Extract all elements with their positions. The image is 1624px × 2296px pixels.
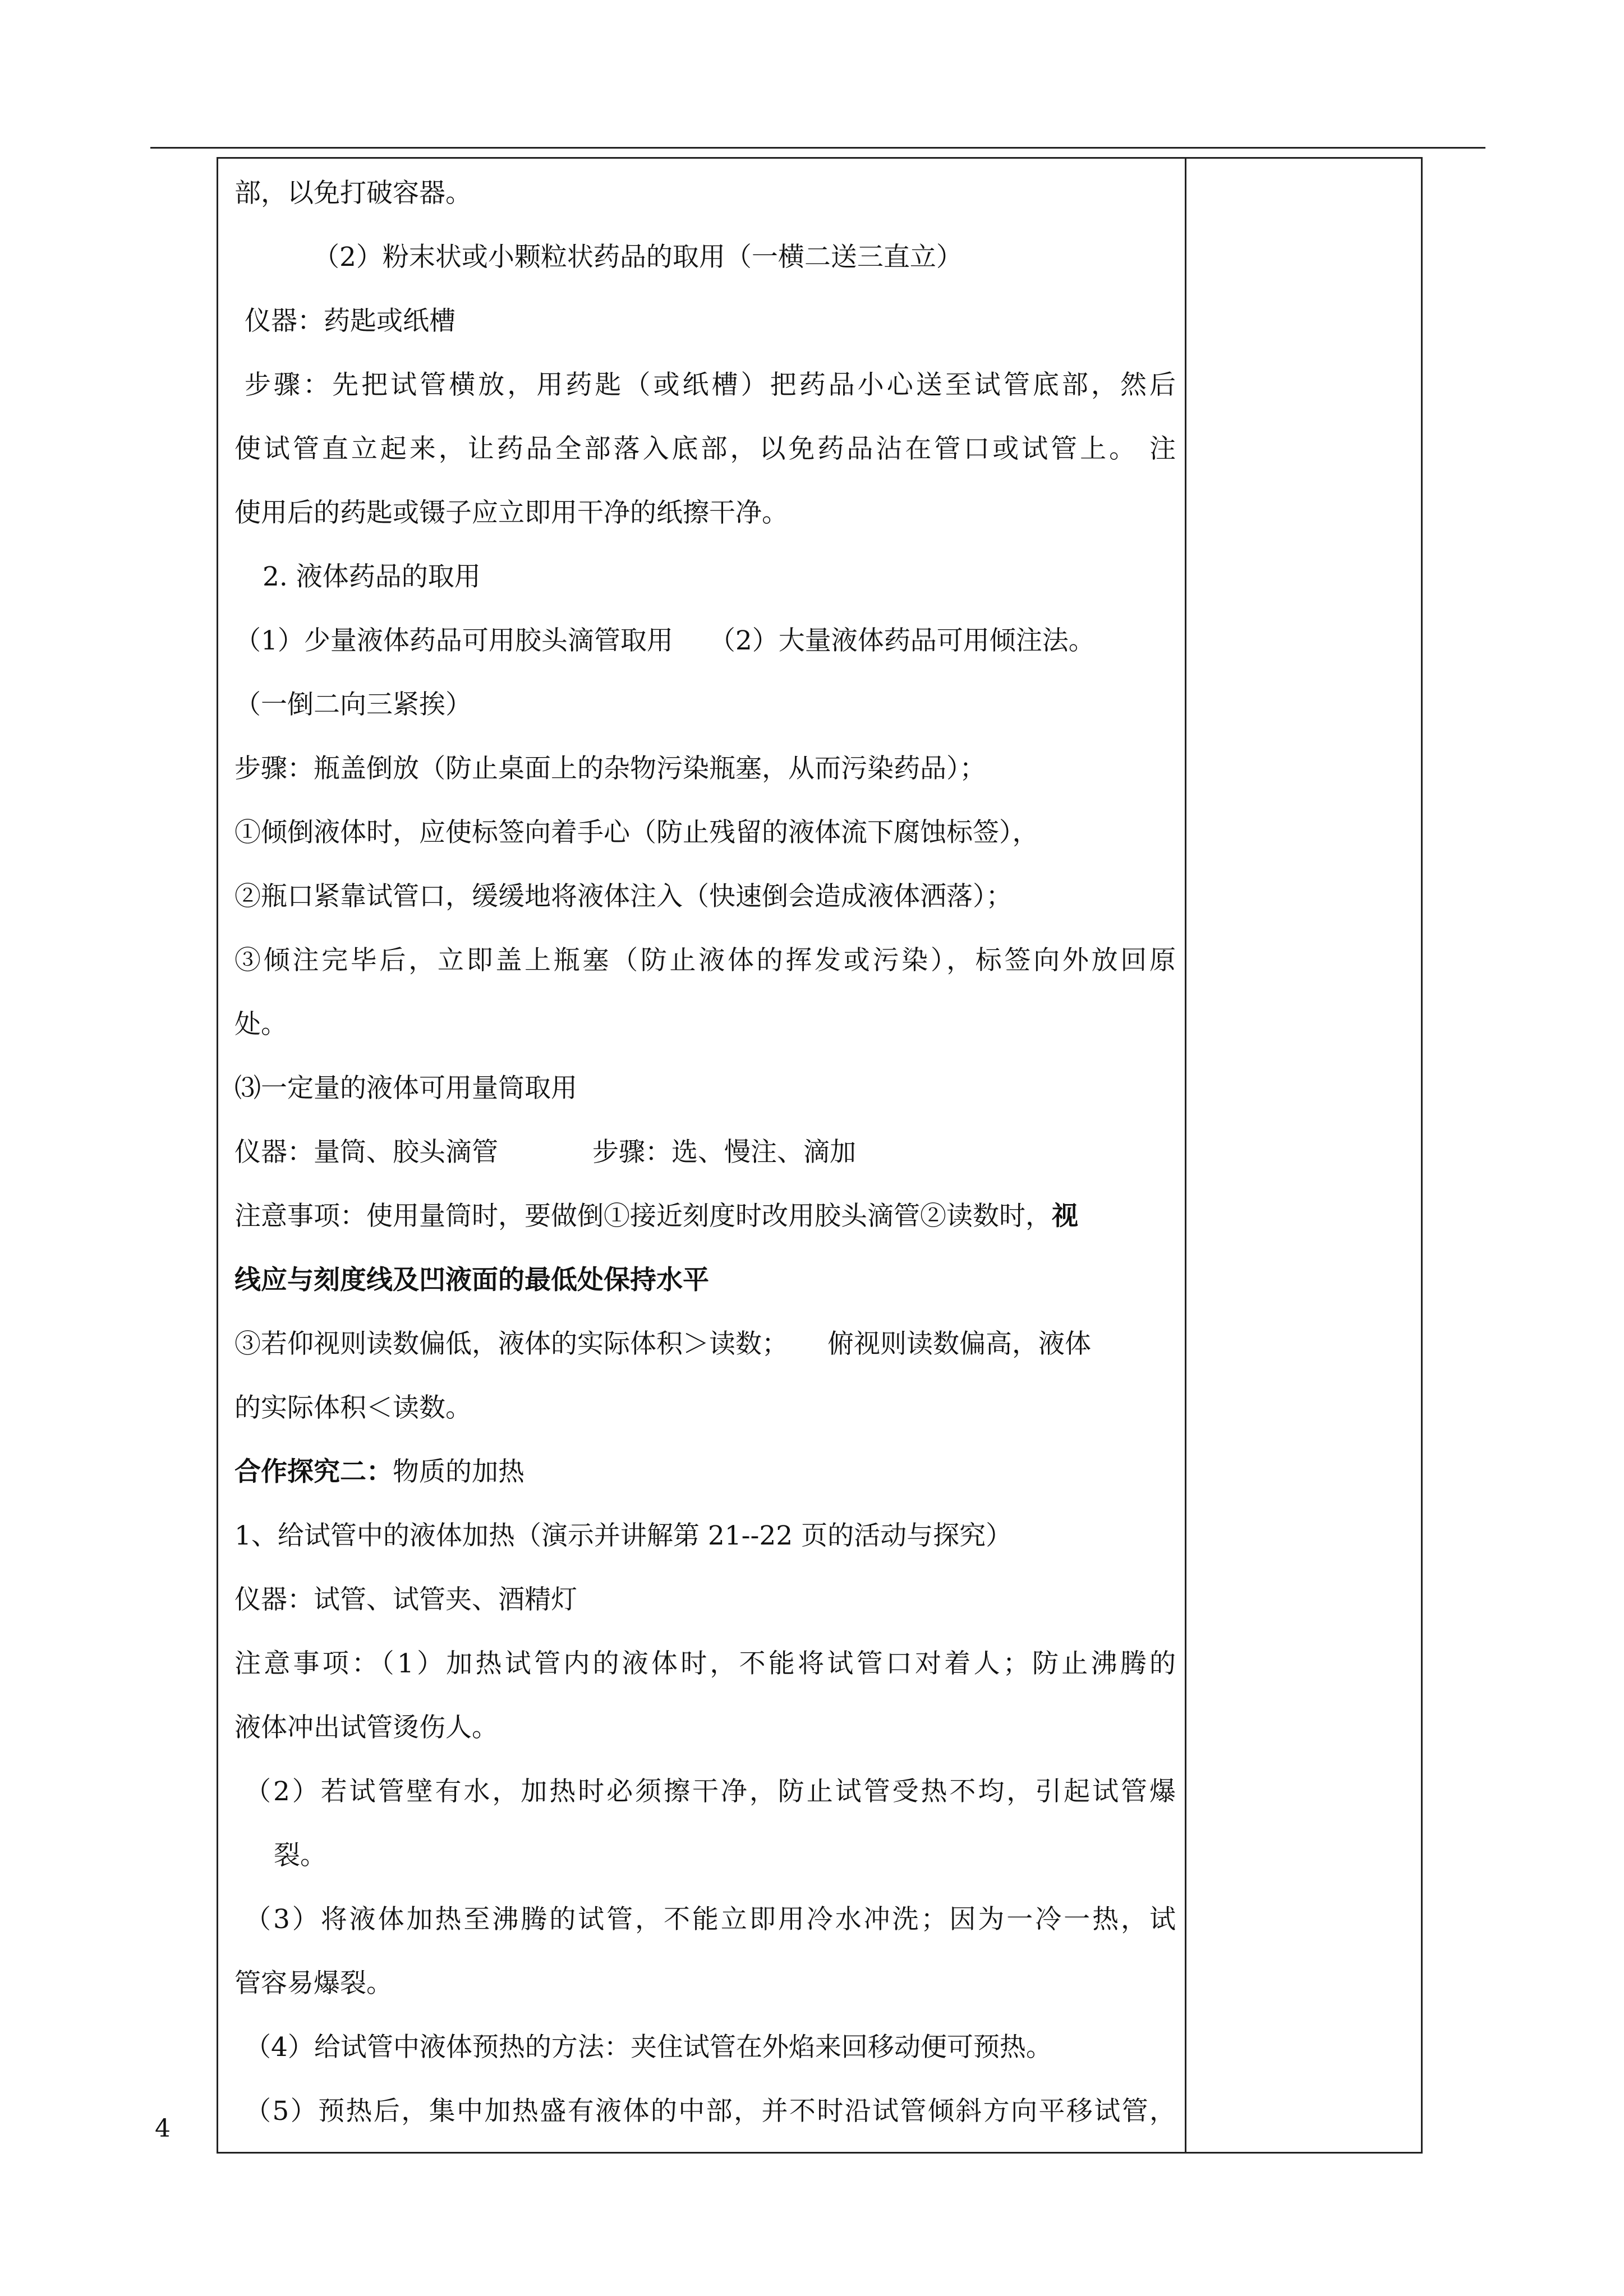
header-rule — [150, 147, 1485, 149]
text-line: 2. 液体药品的取用 — [263, 561, 481, 592]
text-line — [234, 609, 1176, 673]
text-segment: 步骤：选、慢注、滴加 — [592, 1137, 856, 1168]
text-line: 管容易爆裂。 — [234, 1968, 393, 1999]
text-line — [234, 1440, 1176, 1504]
text-line — [234, 1121, 1176, 1184]
text-line: （2）若试管壁有水，加热时必须擦干净，防止试管受热不均，引起试管爆 — [245, 1776, 1176, 1807]
text-line: （2）粉末状或小颗粒状药品的取用（一横二送三直立） — [313, 242, 963, 273]
text-segment-bold: 视 — [1052, 1201, 1078, 1232]
text-line: （5）预热后，集中加热盛有液体的中部，并不时沿试管倾斜方向平移试管， — [245, 2096, 1176, 2127]
text-line-bold: 线应与刻度线及凹液面的最低处保持水平 — [234, 1265, 709, 1295]
text-line: 部，以免打破容器。 — [234, 178, 472, 209]
text-line: （3）将液体加热至沸腾的试管，不能立即用冷水冲洗；因为一冷一热，试 — [245, 1904, 1176, 1935]
text-line: ②瓶口紧靠试管口，缓缓地将液体注入（快速倒会造成液体洒落）； — [234, 881, 1013, 912]
text-segment: （1）少量液体药品可用胶头滴管取用 — [234, 625, 673, 656]
text-segment: 注意事项：使用量筒时，要做倒①接近刻度时改用胶头滴管②读数时， — [234, 1201, 1052, 1232]
text-line: 处。 — [234, 1009, 287, 1040]
text-line: 仪器：试管、试管夹、酒精灯 — [234, 1584, 577, 1615]
section-heading: 合作探究二： — [234, 1456, 393, 1487]
page-number: 4 — [155, 2114, 171, 2143]
text-line: 使试管直立起来，让药品全部落入底部，以免药品沾在管口或试管上。 注 — [234, 434, 1176, 464]
text-line: ①倾倒液体时，应使标签向着手心（防止残留的液体流下腐蚀标签）， — [234, 817, 1039, 848]
text-segment: 物质的加热 — [393, 1456, 525, 1487]
text-line — [234, 1184, 1176, 1248]
text-line: （一倒二向三紧挨） — [234, 689, 472, 720]
text-line: 仪器：药匙或纸槽 — [245, 306, 456, 336]
text-line: （4）给试管中液体预热的方法：夹住试管在外焰来回移动便可预热。 — [245, 2032, 1052, 2063]
text-line: 步骤：瓶盖倒放（防止桌面上的杂物污染瓶塞，从而污染药品）； — [234, 753, 986, 784]
text-line: 裂。 — [274, 1840, 326, 1871]
text-line: ③倾注完毕后，立即盖上瓶塞（防止液体的挥发或污染），标签向外放回原 — [234, 945, 1176, 976]
text-line: 注意事项：（1）加热试管内的液体时，不能将试管口对着人；防止沸腾的 — [234, 1648, 1176, 1679]
text-segment: 俯视则读数偏高，液体 — [827, 1329, 1091, 1359]
text-line: 1、给试管中的液体加热（演示并讲解第 21--22 页的活动与探究） — [234, 1520, 1013, 1551]
text-line: 的实际体积＜读数。 — [234, 1393, 472, 1423]
text-segment: ③若仰视则读数偏低，液体的实际体积＞读数； — [234, 1329, 788, 1359]
text-segment: （2）大量液体药品可用倾注法。 — [709, 625, 1095, 656]
text-line: 液体冲出试管烫伤人。 — [234, 1712, 498, 1743]
text-line: 步骤：先把试管横放，用药匙（或纸槽）把药品小心送至试管底部，然后 — [245, 370, 1176, 400]
table-content-cell — [234, 162, 1176, 2143]
text-line: ⑶一定量的液体可用量筒取用 — [234, 1073, 577, 1104]
text-line — [234, 1312, 1176, 1376]
text-segment: 仪器：量筒、胶头滴管 — [234, 1137, 498, 1168]
text-line: 使用后的药匙或镊子应立即用干净的纸擦干净。 — [234, 497, 788, 528]
table-column-divider — [1185, 157, 1186, 2154]
